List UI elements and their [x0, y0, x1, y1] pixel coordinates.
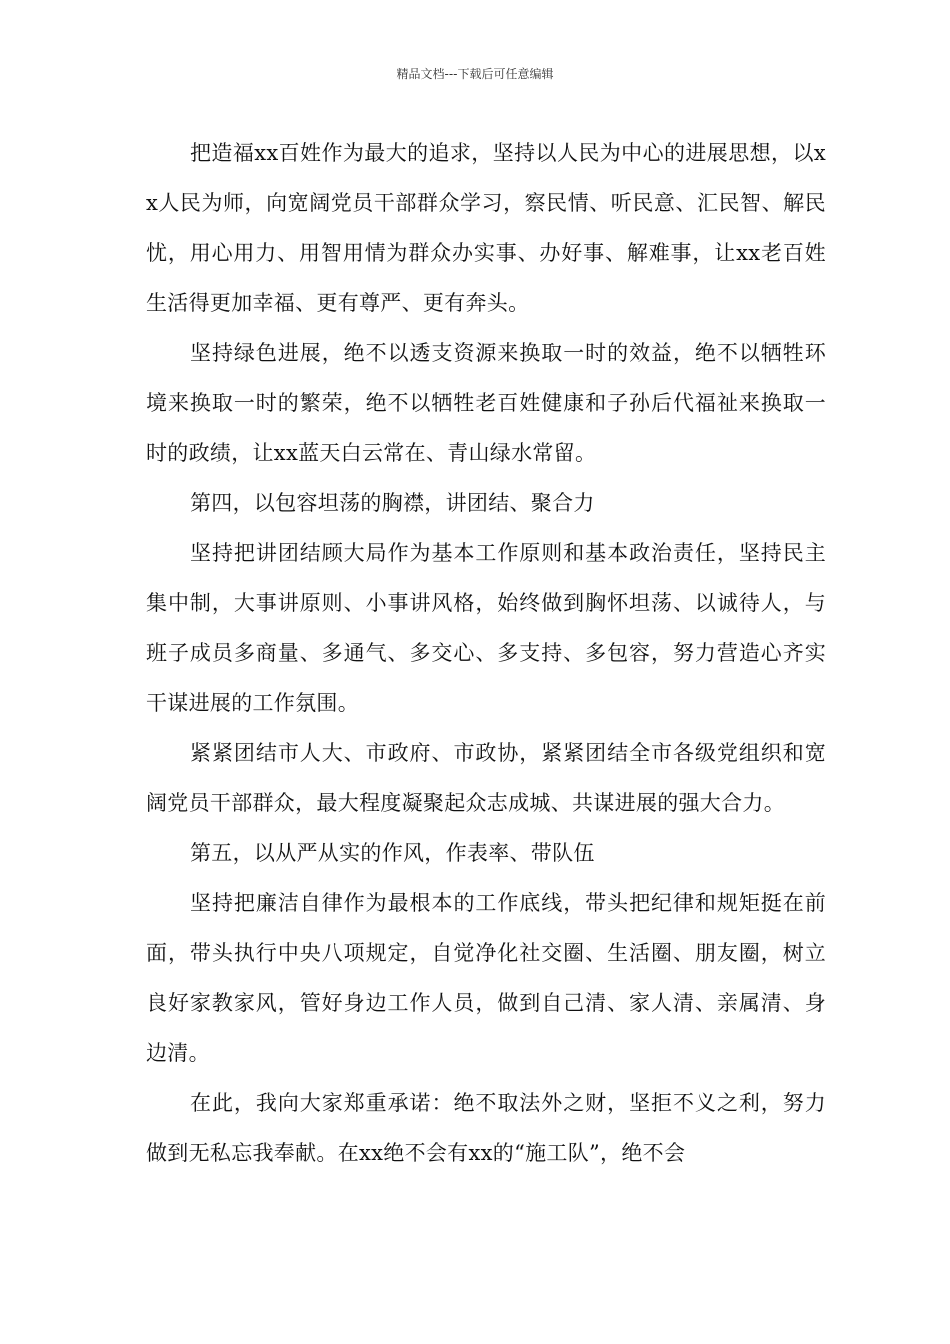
paragraph-unite-forces: 紧紧团结市人大、市政府、市政协，紧紧团结全市各级党组织和宽阔党员干部群众，最大程度凝聚起众志成城、共谋进展的强大合力。	[146, 741, 826, 815]
section-heading-fifth: 第五，以从严从实的作风，作表率、带队伍	[190, 841, 595, 865]
paragraph-people-first: 把造福xx百姓作为最大的追求，坚持以人民为中心的进展思想，以xx人民为师，向宽阔党员干部群众学习，察民情、听民意、汇民智、解民忧，用心用力、用智用情为群众办实事、办好事、解难事，让xx老百姓生活得更加幸福、更有尊严、更有奔头。	[146, 141, 826, 315]
paragraph-integrity: 坚持把廉洁自律作为最根本的工作底线，带头把纪律和规矩挺在前面，带头执行中央八项规定，自觉净化社交圈、生活圈、朋友圈，树立良好家教家风，管好身边工作人员，做到自己清、家人清、亲属清、身边清。	[146, 891, 826, 1065]
section-heading-fourth: 第四，以包容坦荡的胸襟，讲团结、聚合力	[190, 491, 595, 515]
paragraph-green-development: 坚持绿色进展，绝不以透支资源来换取一时的效益，绝不以牺牲环境来换取一时的繁荣，绝不以牺牲老百姓健康和子孙后代福祉来换取一时的政绩，让xx蓝天白云常在、青山绿水常留。	[146, 341, 826, 465]
paragraph-pledge: 在此，我向大家郑重承诺：绝不取法外之财，坚拒不义之利，努力做到无私忘我奉献。在xx绝不会有xx的“施工队”，绝不会	[146, 1091, 826, 1165]
document-body	[146, 128, 826, 1178]
paragraph-unity-principle: 坚持把讲团结顾大局作为基本工作原则和基本政治责任，坚持民主集中制，大事讲原则、小事讲风格，始终做到胸怀坦荡、以诚待人，与班子成员多商量、多通气、多交心、多支持、多包容，努力营造心齐实干谋进展的工作氛围。	[146, 541, 826, 715]
page-header: 精品文档---下载后可任意编辑	[396, 67, 554, 81]
